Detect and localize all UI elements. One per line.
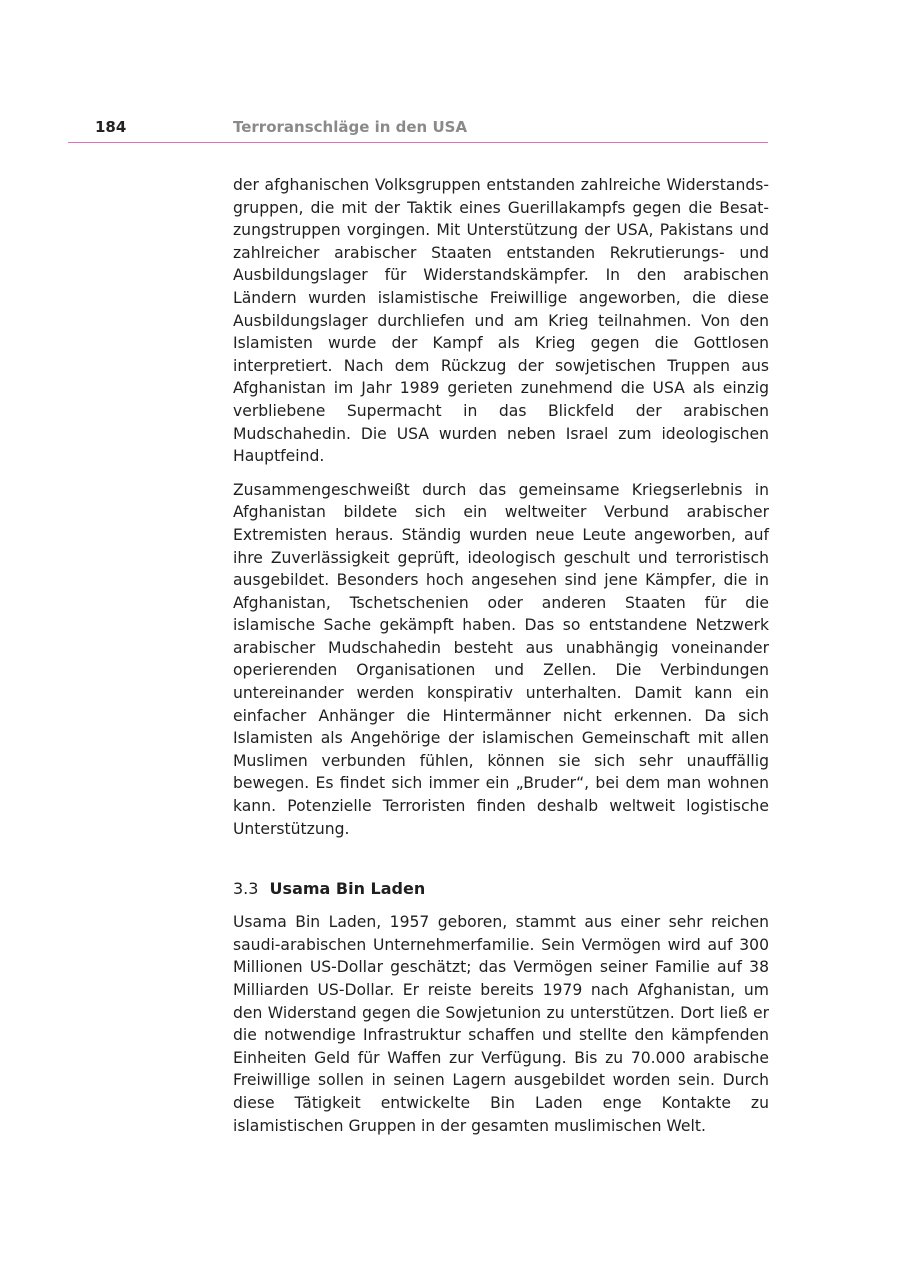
section-title: Usama Bin Laden (269, 879, 426, 899)
section-number: 3.3 (233, 879, 259, 899)
page-header (68, 116, 768, 143)
body-paragraph-2: Zusammengeschweißt durch das gemeinsame Kriegserlebnis in Afghanistan bildete sich ein weltweiter Verbund arabischer Extremisten heraus. Ständig wurden neue Leute angeworben, auf ihre Zuverlässigkeit geprüft, ideologisch geschult und terroristisch ausgebildet. Besonders hoch angesehen sind jene Kämpfer, die in Afghanistan, Tschetschenien oder anderen Staaten für die islamische Sache gekämpft haben. Das so entstandene Netzwerk arabischer Mudschahedin besteht aus unabhängig voneinander operierenden Organisationen und Zellen. Die Verbindungen untereinander werden konspirativ unterhalten. Damit kann ein einfacher Anhänger die Hintermänner nicht erkennen. Da sich Islamisten als Angehörige der islamischen Gemeinschaft mit allen Muslimen verbunden fühlen, können sie sich sehr unauffällig bewegen. Es findet sich immer ein „Bruder“, bei dem man wohnen kann. Potenzielle Terroristen finden deshalb weltweit logistische Unterstützung. (233, 480, 769, 838)
page-body (233, 174, 769, 1148)
section-paragraph: Usama Bin Laden, 1957 geboren, stammt aus einer sehr reichen saudi-arabischen Unternehmerfamilie. Sein Vermögen wird auf 300 Millionen US-Dollar geschätzt; das Vermögen seiner Familie auf 38 Milliarden US-Dollar. Er reiste bereits 1979 nach Afghanistan, um den Widerstand gegen die Sowjetunion zu unterstützen. Dort ließ er die notwendige Infrastruktur schaffen und stellte den kämpfenden Einheiten Geld für Waffen zur Verfügung. Bis zu 70.000 arabische Freiwillige sollen in seinen Lagern ausgebildet worden sein. Durch diese Tätigkeit entwickelte Bin Laden enge Kontakte zu islamistischen Gruppen in der gesamten muslimischen Welt. (233, 913, 769, 1135)
body-paragraph-1: der afghanischen Volksgruppen entstanden zahlreiche Widerstandsgruppen, die mit der Taktik eines Guerillakampfs gegen die Besatzungstruppen vorgingen. Mit Unterstützung der USA, Pakistans und zahlreicher arabischer Staaten entstanden Rekrutierungs- und Ausbildungslager für Widerstandskämpfer. In den arabischen Ländern wurden islamistische Freiwillige angeworben, die diese Ausbildungslager durchliefen und am Krieg teilnahmen. Von den Islamisten wurde der Kampf als Krieg gegen die Gottlosen interpretiert. Nach dem Rückzug der sowjetischen Truppen aus Afghanistan im Jahr 1989 gerieten zunehmend die USA als einzig verbliebene Supermacht in das Blickfeld der arabischen Mudschahedin. Die USA wurden neben Israel zum ideologischen Hauptfeind. (233, 176, 769, 466)
section-heading (233, 878, 769, 900)
page-number: 184 (95, 118, 127, 136)
running-title: Terroranschläge in den USA (233, 118, 468, 136)
